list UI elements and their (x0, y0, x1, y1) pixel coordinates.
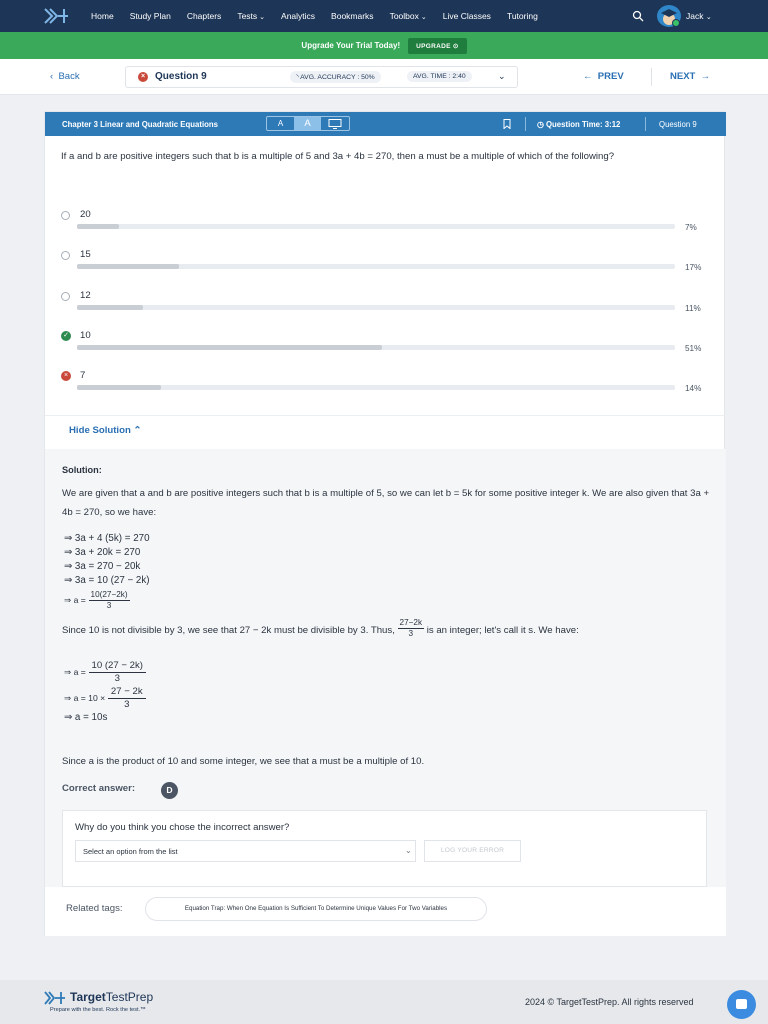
solution-text: is an integer; let's call it s. We have: (426, 625, 579, 636)
question-bar (0, 59, 768, 95)
divider (651, 68, 652, 86)
next-label: NEXT (670, 71, 696, 82)
equation-prefix: ⇒ a = (64, 595, 86, 606)
fraction-denominator: 3 (124, 699, 130, 710)
arrow-right-icon: → (700, 71, 711, 82)
nav-tests-label: Tests (237, 11, 258, 21)
related-tags-label: Related tags: (66, 903, 123, 914)
spinner-icon: ◝ (296, 74, 299, 81)
option-percent: 17% (685, 263, 702, 272)
divider (525, 117, 526, 131)
font-small-button[interactable]: A (277, 119, 284, 128)
option-percent: 51% (685, 344, 702, 353)
radio-button[interactable] (61, 292, 70, 301)
percent-fill (77, 385, 161, 390)
option-label: 20 (80, 209, 91, 220)
percent-fill (77, 345, 382, 350)
option-percent: 11% (685, 304, 701, 313)
fraction (89, 660, 146, 685)
trial-text: Upgrade Your Trial Today! (301, 41, 401, 50)
nav-analytics[interactable]: Analytics (281, 11, 316, 21)
card-header (45, 112, 726, 136)
fraction-denominator: 3 (114, 673, 120, 684)
back-label: Back (58, 71, 80, 82)
fraction (89, 590, 130, 611)
hide-solution-label: Hide Solution (69, 425, 131, 436)
percent-bar (77, 264, 675, 269)
upgrade-button[interactable] (408, 38, 466, 54)
question-card (44, 111, 725, 936)
fraction-denominator: 3 (106, 601, 112, 610)
nav-bookmarks[interactable]: Bookmarks (331, 11, 374, 21)
arrow-left-icon: ← (583, 71, 593, 82)
option-percent: 14% (685, 384, 702, 393)
avg-time-badge: AVG. TIME : 2:40 (407, 71, 472, 82)
chevron-down-icon: ⌄ (259, 14, 266, 21)
fraction-numerator: 27 − 2k (108, 686, 146, 699)
fraction (108, 686, 146, 711)
target-logo-icon[interactable] (44, 8, 70, 24)
footer (0, 980, 768, 1024)
percent-bar (77, 385, 675, 390)
nav-tutoring[interactable]: Tutoring (506, 11, 538, 21)
error-reason-select[interactable] (75, 840, 416, 862)
solution-paragraph: We are given that a and b are positive integers such that b is a multiple of 5, so we can let b = 5k for some positive integer k. We are also given that 3a + 4b = 270, so we have: (62, 488, 710, 518)
trial-banner (0, 32, 768, 59)
equation-line: ⇒ 3a + 20k = 270 (64, 547, 141, 558)
target-logo-icon[interactable] (44, 991, 66, 1005)
brand-bold: Target (70, 990, 106, 1004)
prev-button[interactable] (583, 71, 624, 82)
option-label: 7 (80, 370, 86, 381)
nav-study-plan[interactable]: Study Plan (129, 11, 171, 21)
chevron-down-icon: ⌄ (405, 846, 412, 855)
fraction (398, 618, 425, 639)
radio-button[interactable] (61, 211, 70, 220)
copyright: 2024 © TargetTestPrep. All rights reserved (525, 997, 694, 1007)
solution-paragraph: Since a is the product of 10 and some integer, we see that a must be a multiple of 10. (62, 756, 425, 767)
chevron-down-icon: ⌄ (705, 14, 712, 21)
solution-paragraph (62, 617, 712, 640)
nav-live-classes[interactable]: Live Classes (442, 11, 491, 21)
option-label: 15 (80, 249, 91, 260)
chevron-down-icon: ⌄ (420, 14, 427, 21)
footer-tagline: Prepare with the best. Rock the test.™ (50, 1007, 146, 1013)
answer-option[interactable] (61, 288, 711, 326)
option-label: 10 (80, 330, 91, 341)
fraction-denominator: 3 (408, 628, 414, 638)
answer-option[interactable] (61, 207, 711, 245)
percent-bar (77, 305, 675, 310)
question-timer (537, 120, 620, 129)
fraction-numerator: 10(27−2k) (90, 590, 128, 599)
percent-fill (77, 305, 143, 310)
clock-icon: ◷ (537, 120, 544, 129)
search-icon[interactable] (632, 10, 644, 22)
percent-bar (77, 345, 675, 350)
font-large-button[interactable]: A (294, 117, 321, 130)
chevron-left-icon: ‹ (50, 71, 54, 82)
question-text: If a and b are positive integers such that b is a multiple of 5 and 3a + 4b = 270, then a must be a multiple of which of the following? (61, 151, 615, 162)
top-nav (0, 0, 768, 32)
prev-label: PREV (597, 71, 624, 82)
equation-line (64, 686, 146, 711)
user-menu[interactable] (686, 11, 712, 21)
nav-home[interactable]: Home (91, 11, 114, 21)
next-button[interactable] (670, 71, 710, 82)
percent-bar (77, 224, 675, 229)
radio-button[interactable] (61, 251, 70, 260)
answer-option-correct[interactable] (61, 328, 711, 366)
question-time-text: Question Time: 3:12 (545, 120, 621, 129)
error-log-panel (62, 810, 707, 887)
equation-line: ⇒ 3a = 10 (27 − 2k) (64, 575, 150, 586)
chevron-down-icon: ⌄ (498, 71, 506, 81)
brand-light: TestPrep (105, 990, 154, 1004)
error-log-title: Why do you think you chose the incorrect answer? (75, 822, 290, 833)
equation-line: ⇒ a = 10s (64, 712, 108, 723)
equation-prefix: ⇒ a = (64, 667, 86, 678)
divider (645, 117, 646, 131)
tag-chip[interactable]: Equation Trap: When One Equation Is Sufficient To Determine Unique Values For Two Variables (145, 897, 487, 921)
online-status-icon (672, 19, 680, 27)
option-label: 12 (80, 290, 91, 301)
arrow-circle-icon: ⊙ (452, 42, 459, 50)
correct-answer-badge: D (161, 782, 178, 799)
equation-line: ⇒ 3a = 270 − 20k (64, 561, 141, 572)
solution-title: Solution: (62, 465, 102, 475)
nav-menu (91, 0, 554, 32)
avg-accuracy-text: AVG. ACCURACY : 50% (300, 74, 375, 81)
fraction-numerator: 27−2k (399, 617, 423, 627)
nav-chapters[interactable]: Chapters (186, 11, 222, 21)
equation-line (64, 660, 146, 685)
x-icon: × (61, 371, 71, 381)
footer-brand (70, 990, 153, 1004)
equation-line: ⇒ 3a + 4 (5k) = 270 (64, 533, 150, 544)
answer-option[interactable] (61, 247, 711, 285)
bookmark-icon[interactable] (503, 119, 511, 129)
monitor-icon[interactable] (325, 119, 345, 129)
incorrect-icon: × (138, 72, 148, 82)
percent-fill (77, 224, 119, 229)
question-label: Question 9 (659, 120, 697, 129)
back-button[interactable] (50, 71, 80, 82)
divider (45, 415, 726, 416)
nav-toolbox[interactable] (390, 11, 427, 21)
check-icon: ✓ (61, 331, 71, 341)
log-error-button[interactable]: LOG YOUR ERROR (424, 840, 521, 862)
fraction-numerator: 10 (27 − 2k) (89, 660, 146, 673)
question-selector[interactable] (125, 66, 518, 88)
chat-button[interactable] (727, 990, 756, 1019)
correct-answer-label: Correct answer: (62, 783, 136, 794)
equation-line (64, 590, 130, 611)
option-percent: 7% (685, 223, 697, 232)
user-name: Jack (686, 11, 704, 21)
chat-bubble-icon (736, 999, 747, 1009)
solution-panel (45, 449, 726, 887)
equation-prefix: ⇒ a = 10 × (64, 693, 106, 704)
nav-tests[interactable] (237, 11, 265, 21)
answer-option-incorrect[interactable] (61, 368, 711, 406)
nav-toolbox-label: Toolbox (389, 11, 419, 21)
solution-text: Since 10 is not divisible by 3, we see that 27 − 2k must be divisible by 3. Thus, (62, 625, 395, 636)
related-tags (45, 887, 726, 936)
chevron-up-icon: ⌃ (133, 425, 142, 436)
upgrade-button-label: UPGRADE (416, 42, 451, 50)
chapter-title: Chapter 3 Linear and Quadratic Equations (62, 120, 218, 129)
avg-accuracy-badge (290, 71, 381, 83)
hide-solution-button[interactable] (69, 425, 142, 436)
select-placeholder: Select an option from the list (83, 847, 178, 856)
percent-fill (77, 264, 179, 269)
font-size-switcher (266, 116, 350, 131)
question-number: Question 9 (155, 71, 207, 82)
